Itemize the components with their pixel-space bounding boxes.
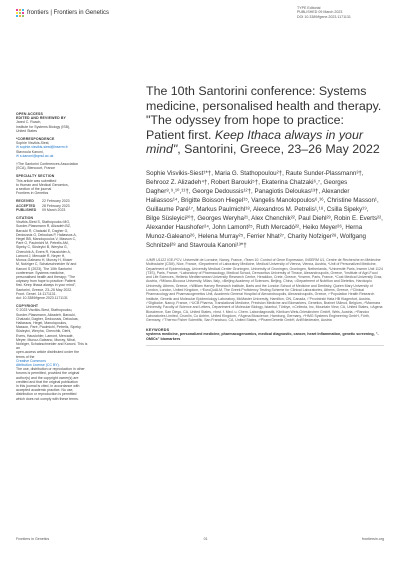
text-line: in this journal is cited, in accordance with	[16, 383, 80, 388]
text-line: conference: Systems medicine,	[16, 270, 65, 275]
correspondent-name: Stavroula Kanoni,	[16, 149, 44, 154]
text-line: Hegel BB, Manolopoulos V, Masson C,	[16, 237, 77, 242]
copyright-heading: COPYRIGHT	[16, 304, 39, 309]
text-line: Front. Genet. 14:1171131.	[16, 291, 57, 296]
correspondent-email-link[interactable]: ✉ sophie.visvikis-siest@inserm.fr	[16, 145, 68, 150]
logo-dot	[19, 15, 21, 17]
affiliations: ¹UMR U1122 IGE-PCV, Université de Lorraine, Nancy, France, ²Team 10: Control of Gene Expression, INSERM U1, Centre de Recherche en Médecine Moléculaire (C3M), Nice, France, ³Department of Laboratory Medicine, Medical University of Vienna, Vienna, Austria, ⁴Unit of Personalized Medicine, Department of Epidemiology, University Medical Center Groningen, University of Groningen, Groningen, Netherlands, ⁵Université Paris, Inserm Unit 1124 (T3S), Paris, France, ⁶Laboratory of Pharmacology, Medical School, Democritus University of Thrace, Alexandroupolis, Greece, ⁷Institute of Agri-Food and Life Sciences, Hellenic Mediterranean University Research Centre, Heraklion, Crete, Greece, ⁸Inserm, Paris, France, ⁹Cost Medical University Graz, Austria, ¹⁰Milano-Bicocca University, Milan, Italy, ¹¹Beijing Academy of Sciences, Beijing, China, ¹²Department of Nutrition and Dietetics, Harokopio University, Athens, Greece, ¹³William Harvey Research Institute, Barts and the London School of Medicine and Dentistry, Queen Mary University of London, London, United Kingdom, ¹⁴EuroQuALM, The Greek Proficiency Testing Scheme for Clinical Laboratories, Athens, Greece, ¹⁵Clinical Pharmacology and Pharmacogenetics Unit, Academic General Hospital of Alexandroupolis, Alexandroupolis, Greece, ¹⁶Population Health Research Institute, Genetic and Molecular Epidemiology Laboratory, McMaster University, Hamilton, ON, Canada, ¹⁷Prvotnirski Hata HB Klagenfurt, Austria, ¹⁸Digilocke, Nancy, France, ¹⁹UCB Pharma, Translational Medicine, Precision Medicine and Biomarkers, Genetics, Brainet l'Alleud, Belgium, ²⁰Marmara University, Faculty of Science and Letters, Department of Molecular Biology, Istanbul, Türkiye, ²¹Cellecta, Inc, Mountain View, CA, United States, ²²Agena Bioscience, San Diego, CA, United States, ²³Inst. f. Med. u. Chem. Labordiagnostik, Klinikum Wels-Grieskirchen GmbH, Wels, Austria, ²⁴Randox Laboratories Limited, Crumlin, Co Antrim, United Kingdom, ²⁵Agena Bioscience, Hamburg, Germany, ²⁶HMG Systems Engineering GmbH, Fürth, Germany, ²⁷Thermo Fisher Scientific, San Francisco, CA, United States, ²⁸PharmGenetix GmbH, Anif/Niederalm, Austria	[146, 257, 383, 323]
journal-brand: frontiers | Frontiers in Genetics	[27, 10, 109, 16]
text-line: Paré G, Paulmichl M, Petrelis AM,	[16, 241, 69, 246]
citation-text	[16, 220, 92, 300]
footer-journal: Frontiers in Genetics	[16, 537, 50, 541]
article-title: The 10th Santorini conference: Systems medicine, personalised health and therapy. "The odyssey from hope to practice: Patient first. Keep Ithaca always in your mind", Santorini, Greece, 23–26 May 2022	[146, 84, 382, 157]
copyright-terms	[16, 367, 92, 401]
page-footer	[16, 537, 384, 541]
text-line: Munoz-Galeano H, Murray H, Moser	[16, 258, 73, 263]
license-link[interactable]: Attribution License (CC BY).	[16, 362, 60, 367]
text-line: Kanoni S (2023), The 10th Santorini	[16, 266, 72, 271]
article-meta	[297, 6, 351, 19]
text-line: The use, distribution or reproduction in other	[16, 367, 85, 372]
open-access-block	[16, 112, 92, 133]
text-line: M, Nofziger C, Schatzschneider W and	[16, 262, 77, 267]
text-line: first. Keep Ithaca always in your mind",	[16, 283, 77, 288]
frontiers-logo-icon	[16, 9, 24, 17]
date-label: RECEIVED	[16, 199, 34, 204]
citation-block	[16, 216, 92, 300]
text-line: Evers, Hauslohler, Lamont, Mercadé,	[16, 333, 74, 338]
author-list: Sophie Visvikis-Siest¹*†, Maria G. Stathopoulou²†, Raute Sunder-Plassmann³†, Behrooz Z. Alizadeh⁴†, Robert Barouki⁵†, Ekaterina Chatzaki⁶,⁷, Georges Dagher⁸,⁹,¹⁰,¹¹†, George Dedoussis¹²†, Panagiotis Deloukas¹³†, Alexander Haliassos¹⁴, Brigitte Boisson Hiegel¹⁵, Vangelis Manolopoulos⁶,¹⁶, Christine Masson¹, Guillaume Paré¹⁷, Markus Paulmichl¹⁸, Alexandros M. Petrelis¹,¹⁸, Csilla Sipeky¹⁹, Bilge Süsleyici²⁰†, Georges Weryha²¹, Alex Chenchik²², Paul Diehl²³, Robin E. Everts²², Alexander Haushofer²⁴, John Lamont²⁵, Ruth Mercadó²², Heiko Meyer²⁶, Herna Munoz-Galeano²⁶, Helena Murray²⁵, Ferrier Nhat²⁷, Charity Nofziger²⁸, Wolfgang Schnitzel²⁸ and Stavroula Kanoni¹³*†	[146, 169, 383, 249]
text-line: author(s) and the copyright owner(s) are	[16, 375, 79, 380]
date-value: 28 February 2023	[42, 203, 70, 208]
text-line: Haliassos, Hegel, Manolopoulos,	[16, 320, 67, 325]
text-line: Santorini, Greece, 23–26 May 2022.	[16, 287, 73, 292]
editor-line: Institute for Systems Biology (ISB),	[16, 124, 71, 129]
open-access-heading: OPEN ACCESS	[16, 112, 43, 116]
text-line: Meyer, Munoz-Galeano, Murray, Nihal,	[16, 337, 76, 342]
text-line: Lamont J, Mercadé R, Neyer H,	[16, 253, 66, 258]
correspondent-name: Sophie Visvikis-Siest,	[16, 141, 50, 146]
text-line: Masson, Paré, Paulmichl, Petrelis, Sipeky,	[16, 325, 82, 330]
text-line: personalised health and therapy: "The	[16, 274, 76, 279]
text-line: Sunder-Plassmann, Alizadeh, Barouki,	[16, 312, 76, 317]
page-number: 01	[203, 537, 208, 541]
specialty-block: SPECIALTY SECTION This article was submitted to Human and Medical Genomics, a section of the journal Frontiers in Genetics	[16, 174, 92, 195]
text-line: Barouki R, Chatzaki E, Dagher G,	[16, 228, 69, 233]
text-line: Sunder-Plassmann R, Alizadeh BZ,	[16, 224, 71, 229]
text-line: open-access article distributed under the	[16, 350, 80, 355]
text-line: distribution or reproduction is permitted	[16, 392, 77, 397]
editor-line: United States	[16, 128, 38, 133]
text-line: Visvikis-Siest S, Stathopoulou MG,	[16, 220, 71, 225]
logo-dot	[22, 9, 24, 11]
keywords: systems medicine, personalized medicine, pharmacogenomics, medical diagnostic, cancer, heart inflammation, genetic screening, "-OMICs" biomarkers	[146, 332, 379, 342]
article-sidebar	[16, 112, 92, 405]
keywords-label: KEYWORDS	[146, 328, 170, 333]
logo-dot	[22, 15, 24, 17]
editor-line: Jared C. Roach,	[16, 120, 42, 125]
affiliation-footnote: †The Santorini Conferences Association (SCA), Biencourt, France	[16, 162, 79, 171]
text-line: odyssey from hope to practice: Patient	[16, 279, 76, 284]
text-line: Nofziger, Schatzschneider and Kanoni. This is an	[16, 341, 88, 351]
copyright-text	[16, 308, 92, 358]
page-header	[0, 0, 400, 22]
date-value: 09 March 2023	[42, 207, 66, 212]
text-line: Sipeky C, Süsleyici B, Weryha G,	[16, 245, 68, 250]
divider	[146, 345, 384, 346]
text-line: Süsleyici, Weryha, Chenchik, Diehl,	[16, 329, 72, 334]
logo-dot	[22, 12, 24, 14]
specialty-heading: SPECIALTY SECTION	[16, 174, 55, 179]
text-line: accepted academic practice. No use,	[16, 388, 74, 393]
text-line: Chatzaki, Dagher, Dedoussis, Deloukas,	[16, 316, 79, 321]
article-type: TYPE Editorial	[297, 6, 321, 10]
text-line: forums is permitted, provided the original	[16, 371, 80, 376]
date-label: ACCEPTED	[16, 203, 36, 208]
logo-dot	[16, 12, 18, 14]
text-line: which does not comply with these terms.	[16, 396, 79, 401]
correspondence-heading: *CORRESPONDENCE	[16, 137, 55, 142]
text-line: © 2023 Visvikis-Siest, Stathopoulou,	[16, 308, 73, 313]
edited-by-label: EDITED AND REVIEWED BY	[16, 116, 67, 121]
text-line: terms of the	[16, 354, 35, 359]
article-main	[146, 84, 384, 346]
correspondence-block	[16, 137, 92, 158]
date-row	[16, 208, 92, 212]
date-label: PUBLISHED	[16, 207, 37, 212]
logo-dot	[16, 9, 18, 11]
correspondent-email-link[interactable]: ✉ s.kanoni@qmul.ac.uk	[16, 153, 54, 158]
text-line: Dedoussis G, Deloukas P, Haliassos A,	[16, 232, 77, 237]
text-line: Chenchik A, Evers R, Hauslohler A,	[16, 249, 71, 254]
logo-dot	[19, 9, 21, 11]
license-link[interactable]: Creative Commons	[16, 358, 46, 363]
journal-logo[interactable]	[16, 9, 109, 17]
date-value: 22 February 2023	[42, 199, 70, 204]
logo-dot	[19, 12, 21, 14]
citation-heading: CITATION	[16, 216, 34, 221]
footer-site-link[interactable]: frontiersin.org	[362, 537, 384, 541]
logo-dot	[16, 15, 18, 17]
dates-block	[16, 199, 92, 212]
copyright-block	[16, 304, 92, 401]
text-line: credited and that the original publication	[16, 379, 78, 384]
text-line: doi: 10.3389/fgene.2023.1171131	[16, 295, 68, 300]
doi[interactable]: DOI 10.3389/fgene.2023.1171131	[297, 14, 351, 19]
published-date: PUBLISHED 09 March 2023	[297, 10, 343, 15]
